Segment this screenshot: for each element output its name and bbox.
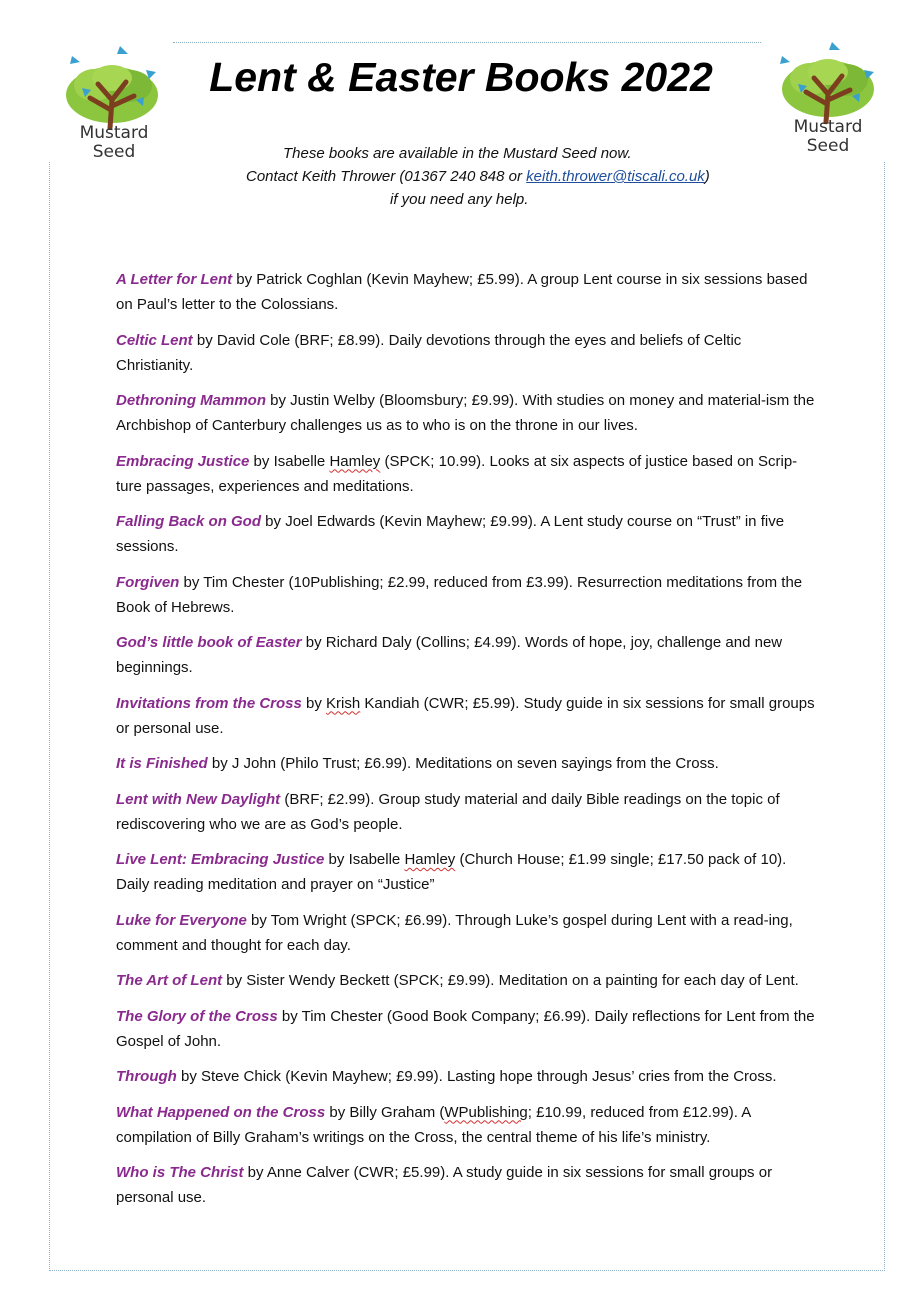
book-description: by Sister Wendy Beckett (SPCK; £9.99). Meditation on a painting for each day of Lent. <box>222 972 799 989</box>
book-entry <box>116 630 820 680</box>
book-entry <box>116 1100 820 1150</box>
book-description: by Krish Kandiah (CWR; £5.99). Study guide in six sessions for small groups or personal use. <box>116 694 815 737</box>
book-title: Invitations from the Cross <box>116 694 302 712</box>
book-title: What Happened on the Cross <box>116 1103 326 1121</box>
book-description: by Isabelle Hamley (SPCK; 10.99). Looks at six aspects of justice based on Scrip-ture passages, experiences and meditations. <box>116 452 798 495</box>
book-title: Falling Back on God <box>116 513 262 530</box>
intro-line-3: if you need any help. <box>390 191 529 208</box>
logo-text-mustard: Mustard <box>793 117 863 137</box>
book-title: Live Lent: Embracing Justice <box>116 851 325 868</box>
intro-line-1: These books are available in the Mustard Seed now. <box>283 145 632 162</box>
book-entry <box>116 449 820 499</box>
book-entry <box>116 691 820 741</box>
book-title: The Glory of the Cross <box>116 1007 278 1025</box>
book-description: by Tom Wright (SPCK; £6.99). Through Luke’s gospel during Lent with a read-ing, comment and thought for each day. <box>116 911 793 954</box>
book-title: Celtic Lent <box>116 331 193 349</box>
book-description: by Tim Chester (10Publishing; £2.99, reduced from £3.99). Resurrection meditations from the Book of Hebrews. <box>116 573 803 616</box>
spelling-underline: Hamley <box>329 452 381 470</box>
book-entry <box>116 570 820 620</box>
spelling-underline: Hamley <box>404 851 456 868</box>
book-title: The Art of Lent <box>116 972 223 989</box>
intro-line-2 <box>246 165 710 188</box>
book-title: God’s little book of Easter <box>116 634 302 651</box>
book-entry <box>116 1064 820 1089</box>
book-entry <box>116 847 820 897</box>
book-title: Dethroning Mammon <box>116 392 266 409</box>
book-entry <box>116 787 820 837</box>
frame-top-border <box>173 42 761 43</box>
book-description: by Anne Calver (CWR; £5.99). A study guide in six sessions for small groups or personal use. <box>116 1164 773 1206</box>
book-description: by Billy Graham (WPublishing; £10.99, reduced from £12.99). A compilation of Billy Graham’s writings on the Cross, the central theme of his life’s ministry. <box>116 1103 751 1146</box>
book-description: by Tim Chester (Good Book Company; £6.99). Daily reflections for Lent from the Gospel of John. <box>116 1007 815 1050</box>
book-entry <box>116 908 820 958</box>
book-entry <box>116 968 820 993</box>
book-title: Who is The Christ <box>116 1164 244 1181</box>
book-description: by Richard Daly (Collins; £4.99). Words of hope, joy, challenge and new beginnings. <box>116 634 783 676</box>
spelling-underline: WPublishing <box>444 1103 528 1121</box>
book-title: Through <box>116 1068 177 1085</box>
page-title: Lent & Easter Books 2022 <box>209 54 713 100</box>
logo-text-mustard: Mustard <box>79 123 149 143</box>
book-description: by Steve Chick (Kevin Mayhew; £9.99). Lasting hope through Jesus’ cries from the Cross. <box>176 1068 777 1085</box>
book-entry <box>116 751 820 776</box>
book-entry <box>116 388 820 438</box>
book-description: by J John (Philo Trust; £6.99). Meditations on seven sayings from the Cross. <box>207 755 719 772</box>
book-title: It is Finished <box>116 755 208 772</box>
book-title: Forgiven <box>116 573 180 591</box>
book-title: Embracing Justice <box>116 452 250 470</box>
book-description: by Isabelle Hamley (Church House; £1.99 single; £17.50 pack of 10). Daily reading meditation and prayer on “Justice” <box>116 851 787 893</box>
spelling-underline: Krish <box>326 694 361 712</box>
book-description: by Patrick Coghlan (Kevin Mayhew; £5.99). A group Lent course in six sessions based on Paul’s letter to the Colossians. <box>116 271 808 313</box>
book-entry <box>116 1004 820 1054</box>
book-description: by Joel Edwards (Kevin Mayhew; £9.99). A Lent study course on “Trust” in five sessions. <box>116 513 785 555</box>
intro-contact-close: ) <box>704 168 710 185</box>
intro-contact-text: Contact Keith Thrower (01367 240 848 or <box>246 168 527 185</box>
book-entry <box>116 267 820 317</box>
book-list <box>116 267 820 1221</box>
book-entry <box>116 328 820 378</box>
book-title: A Letter for Lent <box>116 271 233 288</box>
book-description: (BRF; £2.99). Group study material and daily Bible readings on the topic of rediscovering who we are as God’s people. <box>116 790 780 833</box>
book-entry <box>116 509 820 559</box>
book-title: Lent with New Daylight <box>116 790 281 808</box>
book-description: by Justin Welby (Bloomsbury; £9.99). With studies on money and material-ism the Archbishop of Canterbury challenges us as to who is on the throne in our lives. <box>116 392 815 434</box>
book-title: Luke for Everyone <box>116 911 247 929</box>
email-link[interactable]: keith.thrower@tiscali.co.uk <box>526 168 705 185</box>
logo-text-seed: Seed <box>92 142 136 162</box>
book-entry <box>116 1160 820 1210</box>
logo-text-seed: Seed <box>806 136 850 156</box>
book-description: by David Cole (BRF; £8.99). Daily devotions through the eyes and beliefs of Celtic Christianity. <box>116 331 742 374</box>
